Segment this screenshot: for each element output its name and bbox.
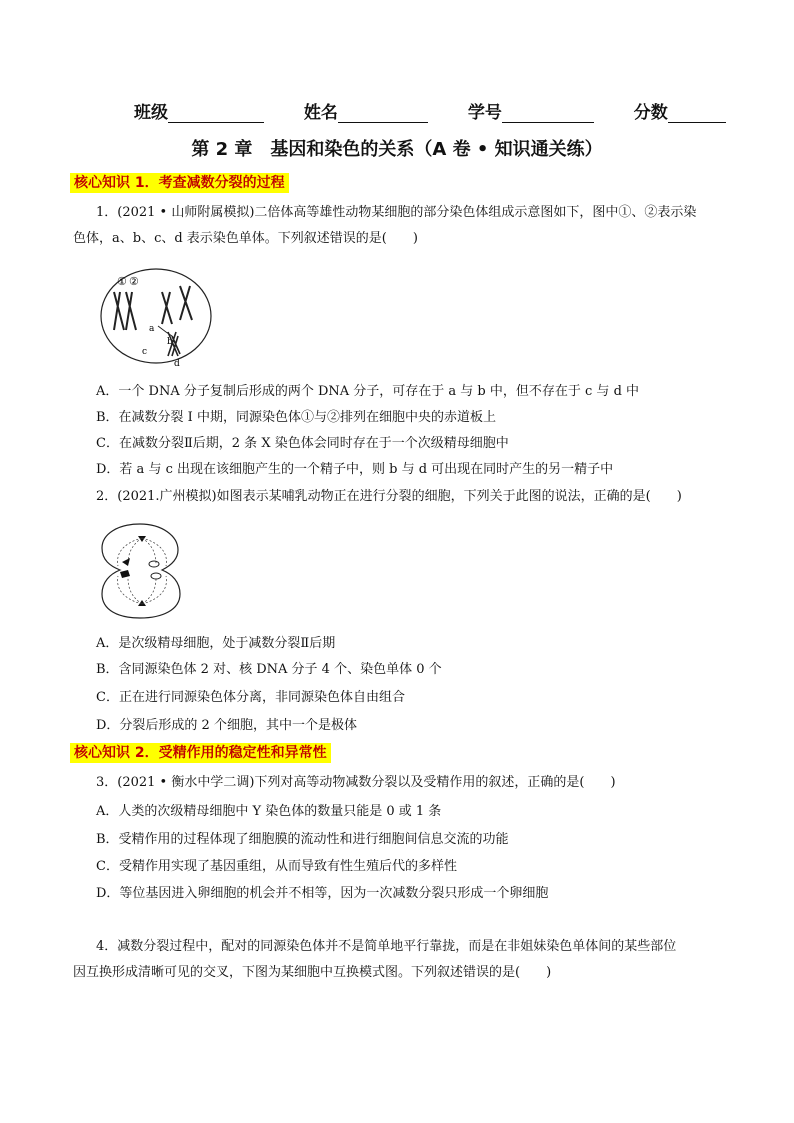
question-1-stem-line2: 色体，a、b、c、d 表示染色单体。下列叙述错误的是( ) (73, 231, 418, 246)
page-title: 第 2 章 基因和染色的关系（A 卷 • 知识通关练） (191, 139, 603, 160)
id-field (468, 98, 594, 123)
question-3-stem: 3．(2021 • 衡水中学二调)下列对高等动物减数分裂以及受精作用的叙述，正确的是( ) (96, 775, 616, 790)
id-label: 学号 (467, 103, 502, 123)
student-info-line (134, 98, 726, 123)
section-heading-1 (70, 172, 289, 192)
score-blank (668, 106, 726, 123)
score-field (634, 98, 726, 123)
score-label: 分数 (633, 103, 668, 123)
question-3-option-a: A．人类的次级精母细胞中 Y 染色体的数量只能是 0 或 1 条 (96, 804, 442, 819)
question-1-figure (96, 264, 220, 372)
section-label: 核心知识 1．考查减数分裂的过程 (70, 173, 289, 193)
class-label: 班级 (134, 103, 168, 123)
section-heading-2 (70, 742, 331, 762)
question-3-option-d: D．等位基因进入卵细胞的机会并不相等，因为一次减数分裂只形成一个卵细胞 (96, 886, 549, 901)
figure-label-b: b (167, 337, 173, 347)
question-2-option-a: A．是次级精母细胞，处于减数分裂Ⅱ后期 (96, 636, 336, 651)
question-2-option-d: D．分裂后形成的 2 个细胞，其中一个是极体 (96, 718, 357, 733)
question-1-stem-line1: 1．(2021 • 山师附属模拟)二倍体高等雄性动物某细胞的部分染色体组成示意图如下，图中①、②表示染 (96, 205, 697, 220)
question-2-option-b: B．含同源染色体 2 对、核 DNA 分子 4 个、染色单体 0 个 (96, 662, 442, 677)
question-2-figure (100, 520, 182, 620)
question-4-stem-line2: 因互换形成清晰可见的交叉，下图为某细胞中互换模式图。下列叙述错误的是( ) (73, 965, 552, 980)
question-3-option-b: B．受精作用的过程体现了细胞膜的流动性和进行细胞间信息交流的功能 (96, 832, 509, 847)
name-label: 姓名 (303, 103, 338, 123)
question-2-option-c: C．正在进行同源染色体分离，非同源染色体自由组合 (96, 690, 405, 705)
question-1-option-c: C．在减数分裂Ⅱ后期，2 条 X 染色体会同时存在于一个次级精母细胞中 (96, 436, 509, 451)
name-field (304, 98, 428, 123)
class-field (134, 98, 264, 123)
question-2-stem: 2．(2021.广州模拟)如图表示某哺乳动物正在进行分裂的细胞，下列关于此图的说法，正确的是( ) (96, 489, 682, 504)
class-blank (168, 106, 264, 123)
figure-label-a: a (149, 324, 155, 334)
section-label: 核心知识 2．受精作用的稳定性和异常性 (70, 743, 331, 763)
figure-label-d: d (174, 359, 180, 369)
figure-label-2: ② (129, 275, 139, 288)
figure-label-1: ① (117, 275, 127, 288)
figure-label-c: c (142, 347, 148, 357)
question-4-stem-line1: 4．减数分裂过程中，配对的同源染色体并不是简单地平行靠拢，而是在非姐妹染色单体间的某些部位 (96, 939, 677, 954)
question-1-option-b: B．在减数分裂 I 中期，同源染色体①与②排列在细胞中央的赤道板上 (96, 410, 496, 425)
question-3-option-c: C．受精作用实现了基因重组，从而导致有性生殖后代的多样性 (96, 859, 457, 874)
id-blank (502, 106, 594, 123)
question-1-option-a: A．一个 DNA 分子复制后形成的两个 DNA 分子，可存在于 a 与 b 中，但不存在于 c 与 d 中 (96, 384, 640, 399)
name-blank (338, 106, 428, 123)
question-1-option-d: D．若 a 与 c 出现在该细胞产生的一个精子中，则 b 与 d 可出现在同时产生的另一精子中 (96, 462, 614, 477)
